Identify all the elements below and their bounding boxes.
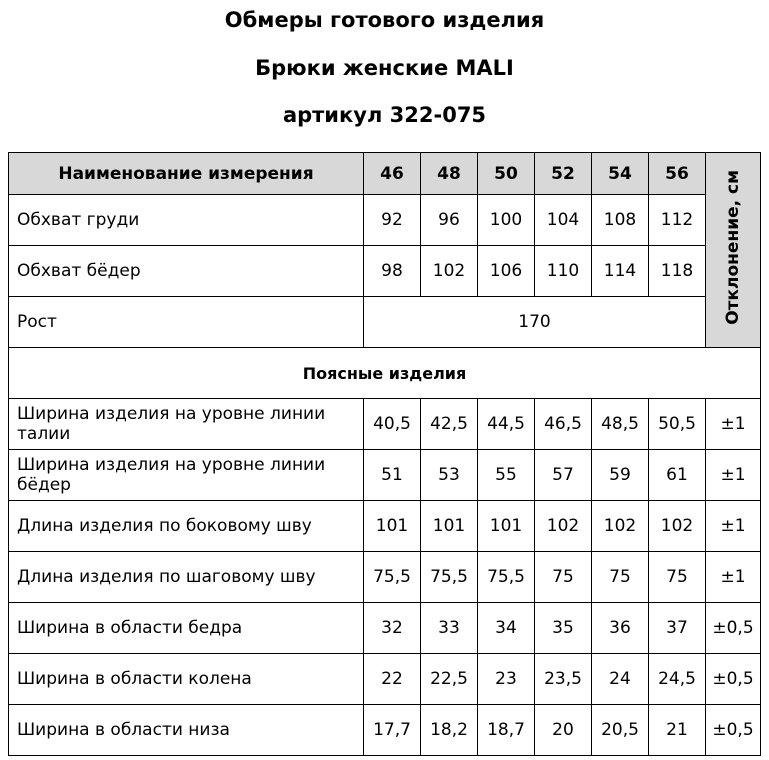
row-name: Ширина в области низа (9, 705, 364, 756)
cell-value: 32 (364, 603, 421, 654)
cell-value: 102 (592, 501, 649, 552)
cell-value: 23 (478, 654, 535, 705)
cell-value: 102 (535, 501, 592, 552)
row-name: Ширина в области колена (9, 654, 364, 705)
cell-value: 75 (535, 552, 592, 603)
height-row (9, 297, 761, 348)
cell-value: 75 (649, 552, 706, 603)
cell-deviation: ±0,5 (706, 705, 761, 756)
cell-value: 110 (535, 246, 592, 297)
cell-value: 36 (592, 603, 649, 654)
section-row (9, 348, 761, 399)
header-size-54: 54 (592, 153, 649, 195)
section-title: Поясные изделия (9, 348, 761, 399)
header-deviation (706, 153, 761, 348)
table-row (9, 501, 761, 552)
cell-deviation: ±0,5 (706, 603, 761, 654)
table-row (9, 654, 761, 705)
table-row (9, 246, 761, 297)
measurements-table (8, 152, 761, 756)
cell-deviation: ±1 (706, 399, 761, 450)
cell-value: 46,5 (535, 399, 592, 450)
row-name: Обхват груди (9, 195, 364, 246)
cell-value: 20,5 (592, 705, 649, 756)
table-row (9, 195, 761, 246)
table-row (9, 552, 761, 603)
cell-value: 42,5 (421, 399, 478, 450)
cell-value: 55 (478, 450, 535, 501)
cell-value: 37 (649, 603, 706, 654)
header-size-46: 46 (364, 153, 421, 195)
row-name: Рост (9, 297, 364, 348)
header-measurement-name: Наименование измерения (9, 153, 364, 195)
row-name: Обхват бёдер (9, 246, 364, 297)
cell-value: 17,7 (364, 705, 421, 756)
cell-value: 101 (364, 501, 421, 552)
row-name: Ширина изделия на уровне линии талии (9, 399, 364, 450)
cell-value: 48,5 (592, 399, 649, 450)
cell-value: 18,7 (478, 705, 535, 756)
cell-value: 24,5 (649, 654, 706, 705)
table-row (9, 450, 761, 501)
row-name: Ширина изделия на уровне линии бёдер (9, 450, 364, 501)
cell-value: 44,5 (478, 399, 535, 450)
header-size-56: 56 (649, 153, 706, 195)
cell-deviation: ±1 (706, 552, 761, 603)
cell-value: 75,5 (478, 552, 535, 603)
cell-value: 24 (592, 654, 649, 705)
cell-value: 21 (649, 705, 706, 756)
table-row (9, 399, 761, 450)
row-name: Ширина в области бедра (9, 603, 364, 654)
deviation-label: Отклонение, см (723, 170, 743, 325)
cell-value: 34 (478, 603, 535, 654)
cell-value: 75,5 (421, 552, 478, 603)
cell-value: 53 (421, 450, 478, 501)
cell-value: 101 (478, 501, 535, 552)
cell-value: 104 (535, 195, 592, 246)
cell-deviation: ±1 (706, 501, 761, 552)
cell-value: 100 (478, 195, 535, 246)
table-row (9, 603, 761, 654)
cell-value: 98 (364, 246, 421, 297)
cell-value: 102 (421, 246, 478, 297)
table-row (9, 705, 761, 756)
cell-value: 35 (535, 603, 592, 654)
header-size-52: 52 (535, 153, 592, 195)
document-title: Обмеры готового изделия (224, 8, 545, 32)
cell-value: 18,2 (421, 705, 478, 756)
cell-value: 59 (592, 450, 649, 501)
cell-value: 22 (364, 654, 421, 705)
cell-value: 51 (364, 450, 421, 501)
cell-value: 102 (649, 501, 706, 552)
cell-value: 40,5 (364, 399, 421, 450)
cell-value: 20 (535, 705, 592, 756)
cell-value: 92 (364, 195, 421, 246)
cell-value: 33 (421, 603, 478, 654)
cell-value: 114 (592, 246, 649, 297)
cell-value: 112 (649, 195, 706, 246)
cell-deviation: ±1 (706, 450, 761, 501)
cell-value: 22,5 (421, 654, 478, 705)
height-value: 170 (364, 297, 706, 348)
article-number: артикул 322-075 (282, 103, 487, 127)
cell-value: 106 (478, 246, 535, 297)
cell-deviation: ±0,5 (706, 654, 761, 705)
cell-value: 108 (592, 195, 649, 246)
cell-value: 57 (535, 450, 592, 501)
cell-value: 96 (421, 195, 478, 246)
cell-value: 75 (592, 552, 649, 603)
row-name: Длина изделия по боковому шву (9, 501, 364, 552)
cell-value: 101 (421, 501, 478, 552)
cell-value: 118 (649, 246, 706, 297)
cell-value: 61 (649, 450, 706, 501)
cell-value: 50,5 (649, 399, 706, 450)
header-size-50: 50 (478, 153, 535, 195)
product-name: Брюки женские MALI (255, 56, 514, 80)
cell-value: 23,5 (535, 654, 592, 705)
header-size-48: 48 (421, 153, 478, 195)
header-row (9, 153, 761, 195)
cell-value: 75,5 (364, 552, 421, 603)
row-name: Длина изделия по шаговому шву (9, 552, 364, 603)
